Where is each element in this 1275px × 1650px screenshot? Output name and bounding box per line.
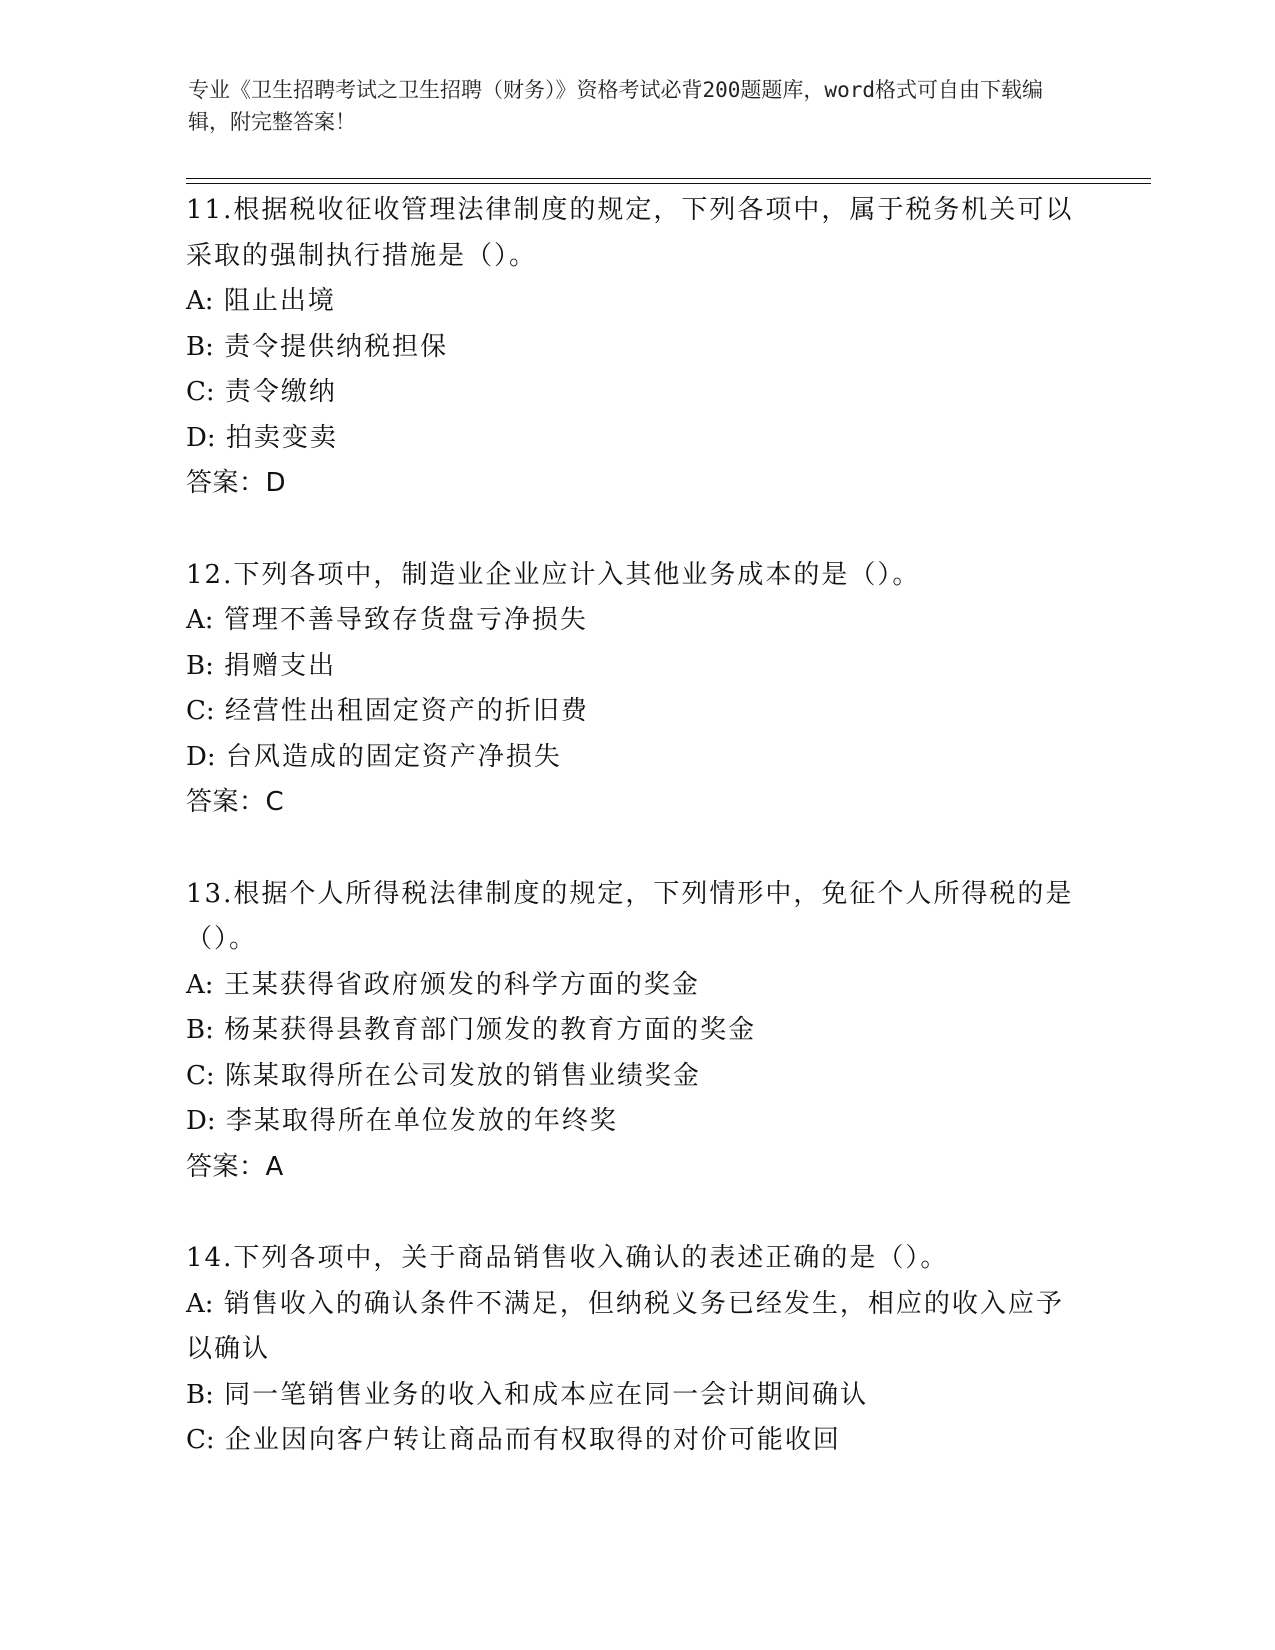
option-c: C: 陈某取得所在公司发放的销售业绩奖金	[186, 1060, 701, 1091]
option-c: C: 企业因向客户转让商品而有权取得的对价可能收回	[186, 1425, 841, 1455]
option-b: B: 同一笔销售业务的收入和成本应在同一会计期间确认	[186, 1379, 869, 1410]
question-stem: 14.下列各项中，关于商品销售收入确认的表述正确的是（）。	[186, 1243, 949, 1273]
answer: 答案：D	[186, 468, 287, 498]
question-stem: 11.根据税收征收管理法律制度的规定，下列各项中，属于税务机关可以采取的强制执行措施是（）。	[186, 195, 1074, 271]
option-d: D: 拍卖变卖	[186, 422, 338, 453]
option-a: A: 销售收入的确认条件不满足，但纳税义务已经发生，相应的收入应予以确认	[186, 1288, 1064, 1364]
question-11	[186, 188, 1086, 507]
question-13	[186, 872, 1086, 1191]
option-a: A: 管理不善导致存货盘亏净损失	[186, 605, 588, 635]
header-rule-bottom	[186, 183, 1151, 184]
answer: 答案：A	[186, 1151, 284, 1182]
option-a: A: 阻止出境	[186, 286, 336, 316]
question-12	[186, 553, 1086, 826]
answer: 答案：C	[186, 787, 285, 817]
option-b: B: 杨某获得县教育部门颁发的教育方面的奖金	[186, 1015, 757, 1045]
question-list	[186, 188, 1086, 1510]
option-b: B: 责令提供纳税担保	[186, 331, 449, 362]
option-a: A: 王某获得省政府颁发的科学方面的奖金	[186, 969, 700, 1000]
header-text: 专业《卫生招聘考试之卫生招聘（财务）》资格考试必背200题题库，word格式可自由下载编辑，附完整答案！	[188, 78, 1043, 134]
option-b: B: 捐赠支出	[186, 650, 337, 681]
document-header	[188, 74, 1068, 138]
option-d: D: 李某取得所在单位发放的年终奖	[186, 1106, 618, 1136]
header-rule-top	[186, 178, 1151, 179]
question-stem: 13.根据个人所得税法律制度的规定，下列情形中，免征个人所得税的是（）。	[186, 878, 1074, 954]
option-c: C: 责令缴纳	[186, 377, 337, 407]
option-d: D: 台风造成的固定资产净损失	[186, 741, 562, 772]
question-14	[186, 1236, 1086, 1464]
option-c: C: 经营性出租固定资产的折旧费	[186, 696, 589, 726]
question-stem: 12.下列各项中，制造业企业应计入其他业务成本的是（）。	[186, 559, 921, 590]
